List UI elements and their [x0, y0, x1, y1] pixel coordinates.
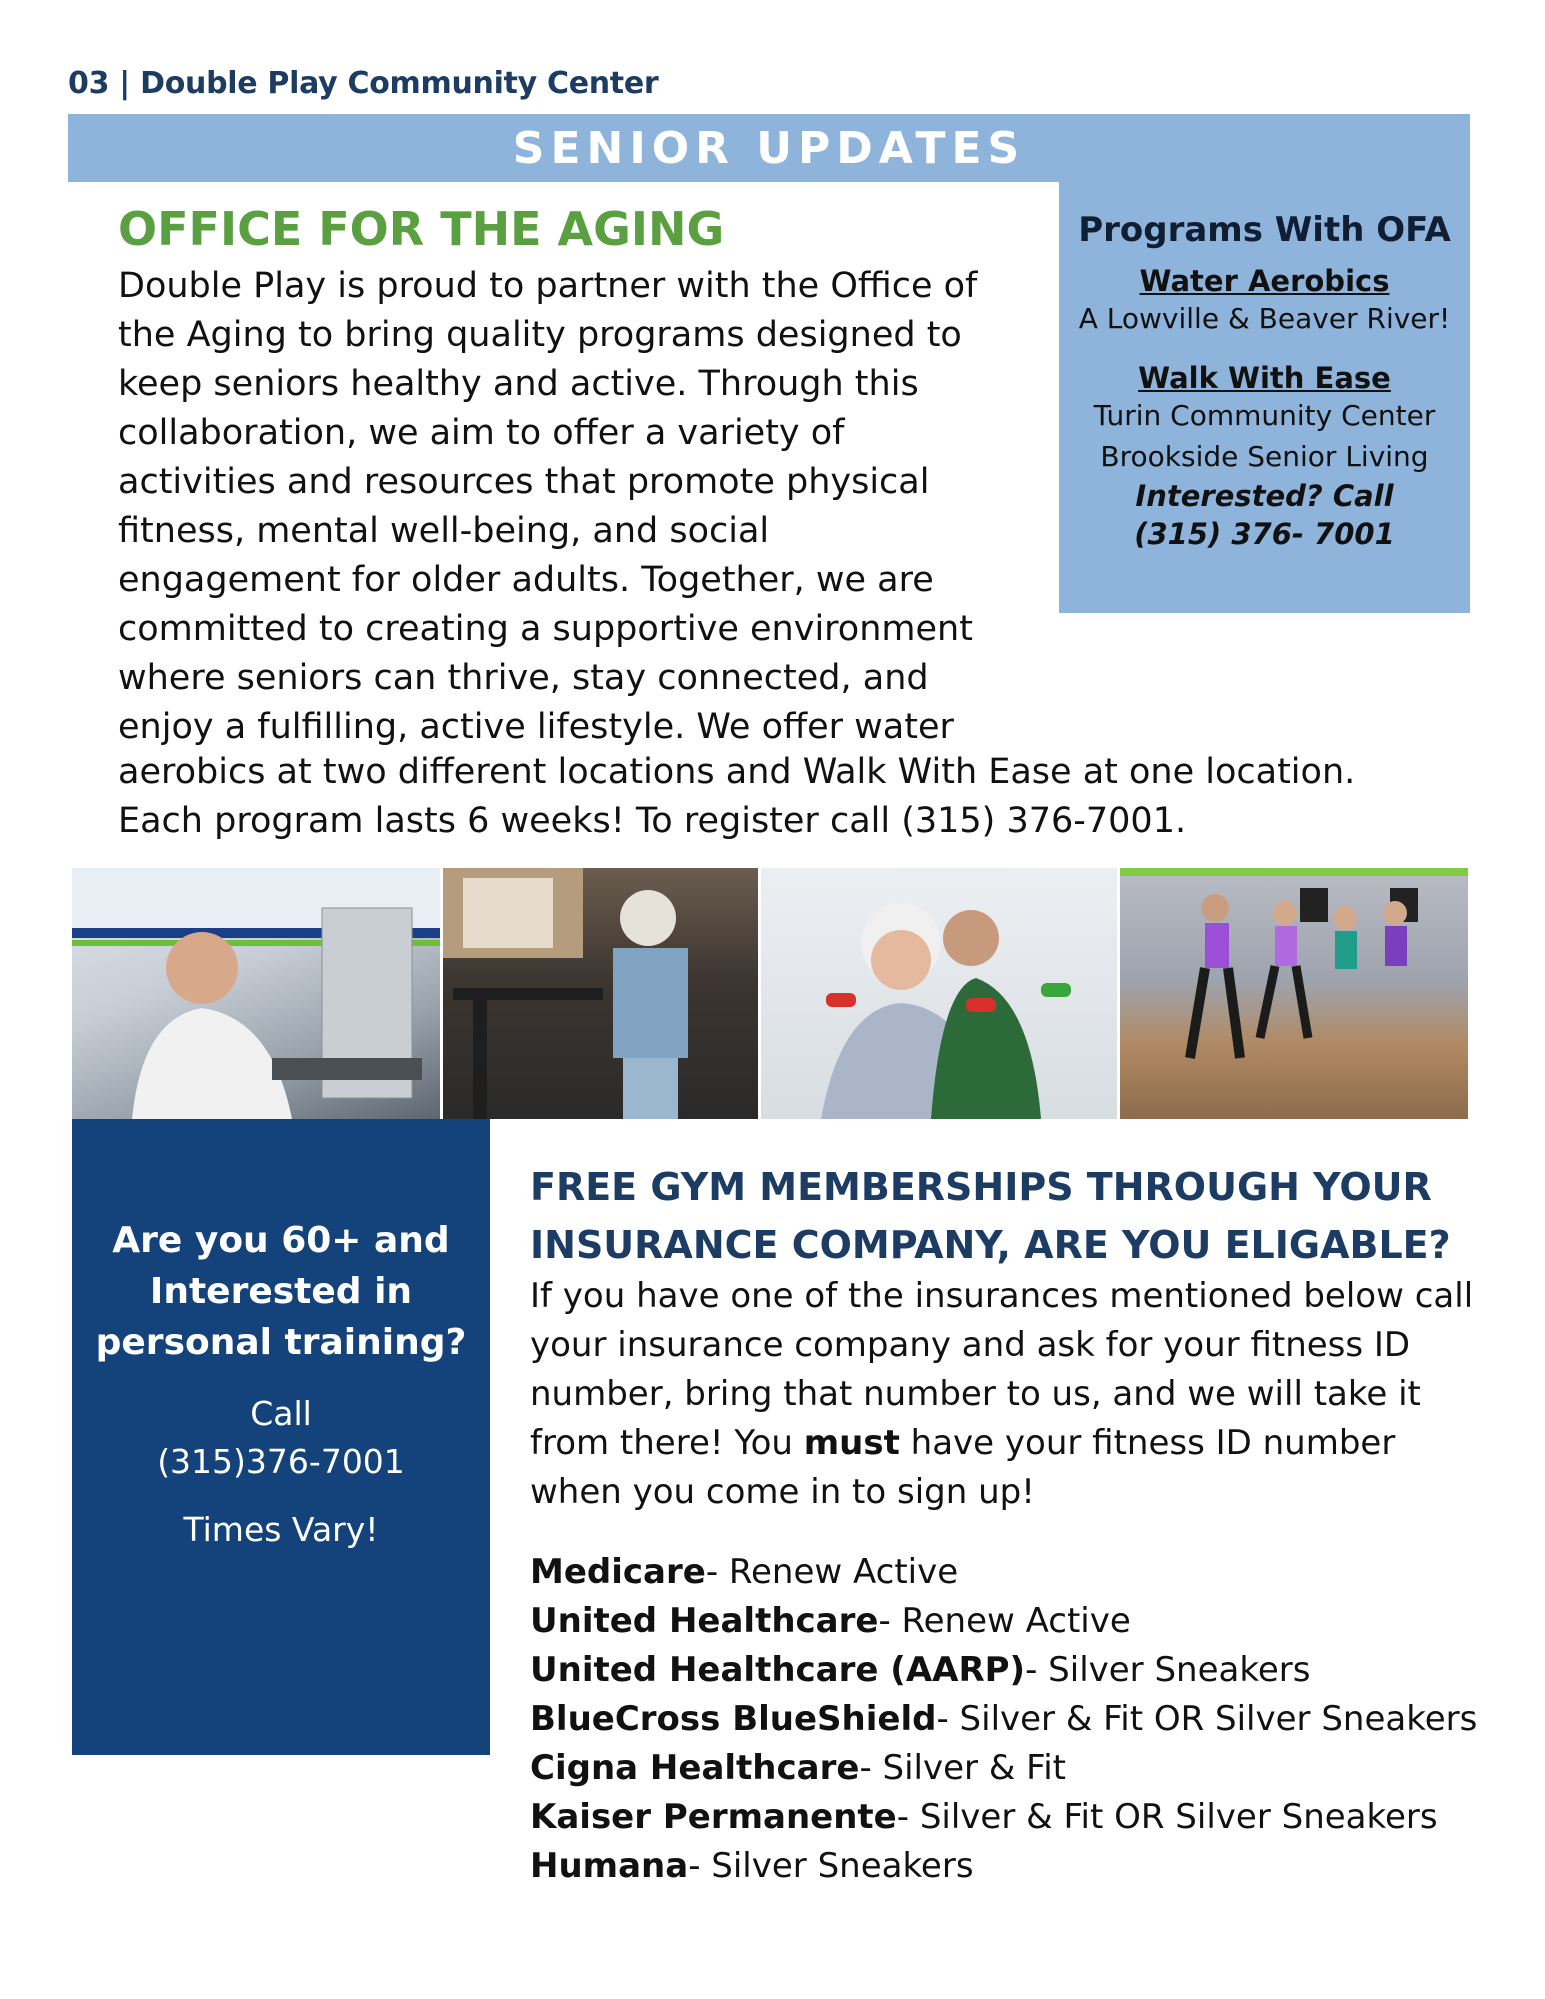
training-question-line-3: personal training?: [95, 1322, 467, 1363]
insurance-name: Humana: [530, 1846, 689, 1886]
insurance-program: - Silver & Fit: [859, 1748, 1066, 1788]
insurance-item: [530, 1842, 1477, 1891]
photo-exercise-class: [1120, 868, 1468, 1119]
training-question-line-1: Are you 60+ and: [112, 1220, 450, 1261]
insurance-name: Medicare: [530, 1552, 706, 1592]
ofa-body-line: where seniors can thrive, stay connected, and: [118, 658, 929, 698]
ofa-body-line: collaboration, we aim to offer a variety of: [118, 413, 845, 453]
programs-call-line-1: Interested? Call: [1135, 479, 1394, 513]
insurance-program: - Silver Sneakers: [688, 1846, 974, 1886]
water-aerobics-title: Water Aerobics: [1139, 264, 1390, 298]
insurance-name: BlueCross BlueShield: [530, 1699, 937, 1739]
gym-body-part-2: have your fitness ID number when you come in to sign up!: [530, 1423, 1396, 1512]
page-header: 03 | Double Play Community Center: [68, 66, 659, 101]
insurance-item: [530, 1646, 1477, 1695]
insurance-program: - Silver Sneakers: [1025, 1650, 1311, 1690]
insurance-item: [530, 1548, 1477, 1597]
insurance-item: [530, 1695, 1477, 1744]
gym-title-line-2: INSURANCE COMPANY, ARE YOU ELIGABLE?: [530, 1223, 1451, 1267]
training-question-line-2: Interested in: [149, 1271, 413, 1312]
photo-dumbbells: [761, 868, 1117, 1119]
insurance-item: [530, 1597, 1477, 1646]
insurance-name: United Healthcare (AARP): [530, 1650, 1026, 1690]
gym-title: [530, 1158, 1490, 1274]
insurance-item: [530, 1744, 1477, 1793]
gym-body: [530, 1272, 1490, 1517]
photo-strip: [72, 868, 1470, 1119]
banner-title: SENIOR UPDATES: [512, 122, 1026, 174]
programs-box-title: Programs With OFA: [1078, 210, 1451, 250]
insurance-name: United Healthcare: [530, 1601, 879, 1641]
ofa-body-line: Each program lasts 6 weeks! To register call (315) 376-7001.: [118, 801, 1187, 841]
training-call-label: Call: [250, 1394, 312, 1433]
walk-location-2: Brookside Senior Living: [1100, 440, 1429, 473]
ofa-body-line: Double Play is proud to partner with the Office of: [118, 266, 978, 306]
gym-body-part-1: If you have one of the insurances mentioned below call your insurance company and ask for your fitness ID number, bring that number to us, and we will take it from there! You: [530, 1276, 1474, 1463]
insurance-name: Kaiser Permanente: [530, 1797, 897, 1837]
insurance-program: - Renew Active: [878, 1601, 1131, 1641]
insurance-program: - Silver & Fit OR Silver Sneakers: [936, 1699, 1478, 1739]
insurance-program: - Silver & Fit OR Silver Sneakers: [896, 1797, 1438, 1837]
insurance-name: Cigna Healthcare: [530, 1748, 860, 1788]
ofa-body-line: activities and resources that promote physical: [118, 462, 930, 502]
training-phone: (315)376-7001: [157, 1442, 405, 1481]
senior-updates-banner: [68, 114, 1470, 182]
programs-box: [1059, 182, 1470, 613]
ofa-body-line: committed to creating a supportive environment: [118, 609, 973, 649]
ofa-title: OFFICE FOR THE AGING: [118, 202, 725, 256]
ofa-body-line: fitness, mental well-being, and social: [118, 511, 770, 551]
ofa-body-line: enjoy a fulfilling, active lifestyle. We offer water: [118, 707, 954, 747]
walk-with-ease-title: Walk With Ease: [1138, 361, 1391, 395]
ofa-body-line: the Aging to bring quality programs designed to: [118, 315, 962, 355]
training-times: Times Vary!: [183, 1510, 379, 1549]
insurance-program: - Renew Active: [705, 1552, 959, 1592]
water-aerobics-locations: A Lowville & Beaver River!: [1078, 302, 1451, 335]
photo-treadmill: [443, 868, 758, 1119]
insurance-item: [530, 1793, 1477, 1842]
insurance-list: [530, 1548, 1477, 1891]
ofa-body-line: engagement for older adults. Together, we are: [118, 560, 934, 600]
gym-body-emphasis: must: [803, 1423, 900, 1463]
gym-title-line-1: FREE GYM MEMBERSHIPS THROUGH YOUR: [530, 1165, 1432, 1209]
personal-training-panel: [72, 1119, 490, 1755]
programs-call-line-2: (315) 376- 7001: [1134, 517, 1395, 551]
ofa-body-line: keep seniors healthy and active. Through this: [118, 364, 919, 404]
walk-location-1: Turin Community Center: [1093, 399, 1436, 432]
ofa-body-line: aerobics at two different locations and Walk With Ease at one location.: [118, 752, 1356, 792]
photo-gym-machine: [72, 868, 440, 1119]
